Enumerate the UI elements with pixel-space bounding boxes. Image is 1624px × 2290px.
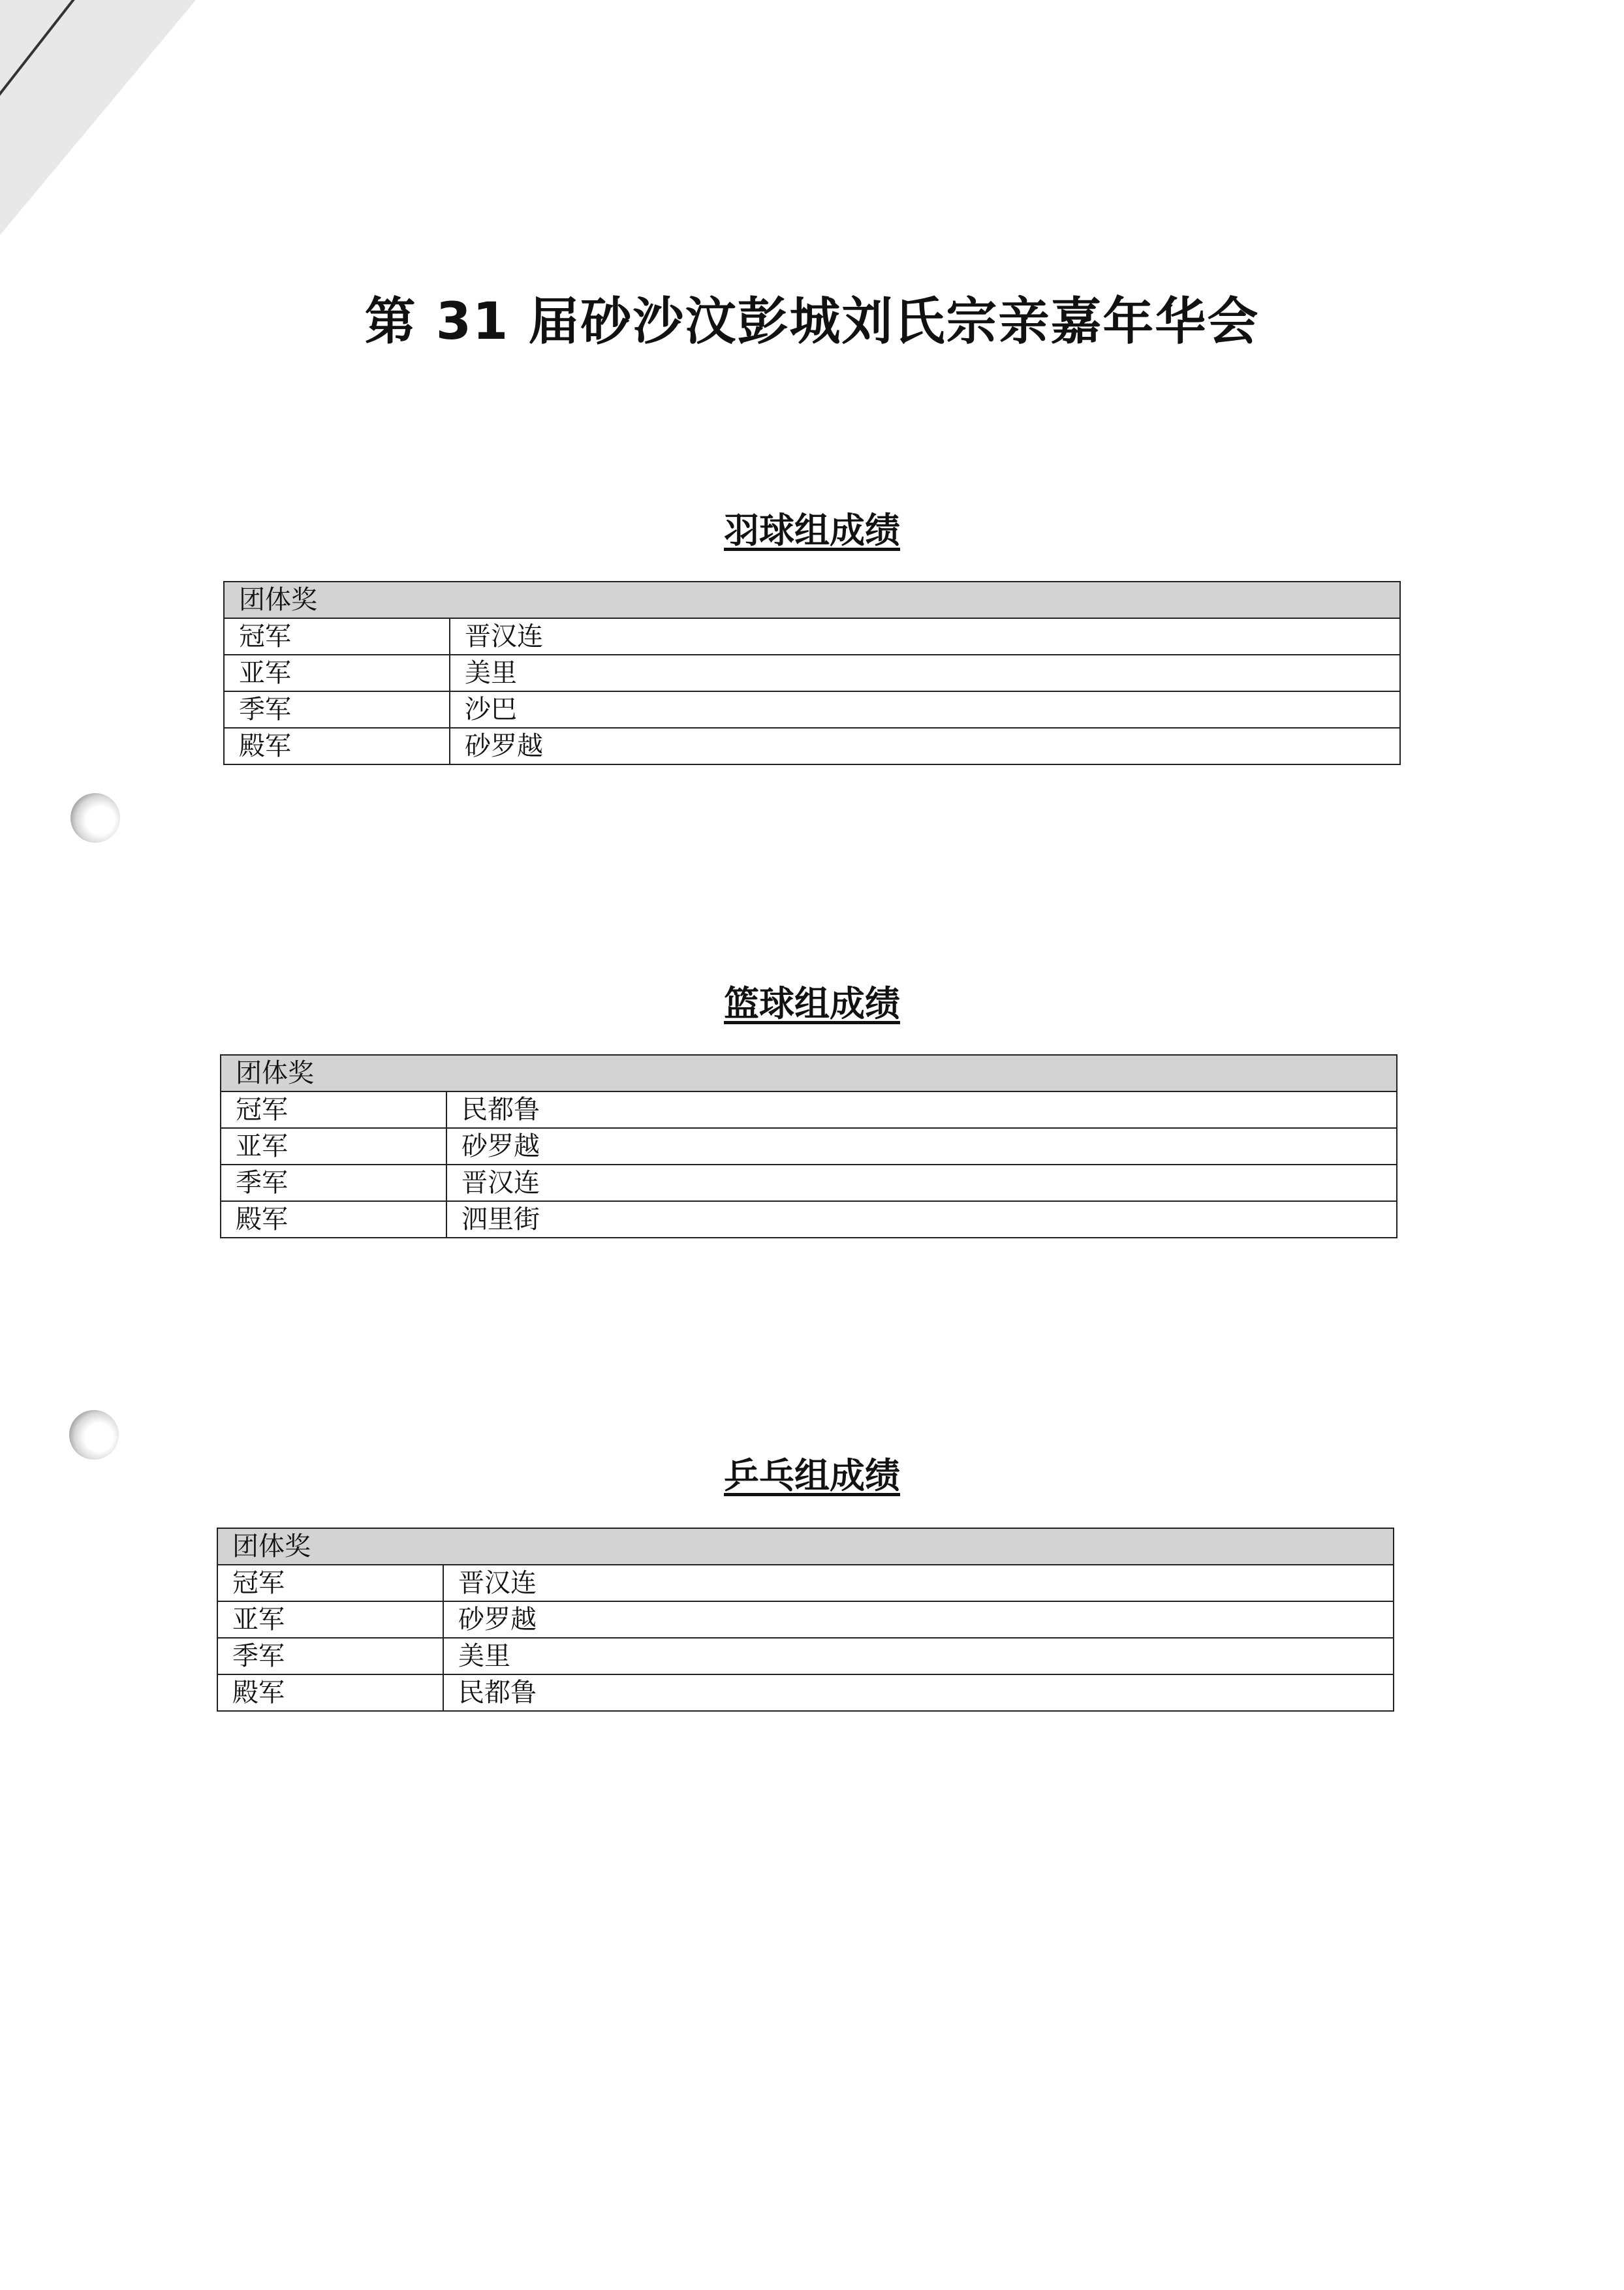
- team-cell: 民都鲁: [443, 1674, 1394, 1711]
- team-cell: 砂罗越: [446, 1128, 1397, 1165]
- group-label: 团体奖: [221, 1055, 1397, 1091]
- page-fold-corner: [0, 0, 196, 235]
- place-cell: 殿军: [217, 1674, 443, 1711]
- group-label: 团体奖: [217, 1528, 1394, 1565]
- section-heading-badminton: 羽球组成绩: [724, 510, 900, 551]
- team-cell: 泗里街: [446, 1201, 1397, 1238]
- team-cell: 民都鲁: [446, 1091, 1397, 1128]
- page-title: 第 31 届砂沙汶彭城刘氏宗亲嘉年华会: [364, 292, 1260, 351]
- table-row: [217, 1565, 1394, 1601]
- team-cell: 晋汉连: [446, 1165, 1397, 1201]
- table-header-row: [217, 1528, 1394, 1565]
- basketball-results-table: [220, 1054, 1398, 1238]
- place-cell: 冠军: [217, 1565, 443, 1601]
- team-cell: 美里: [443, 1638, 1394, 1674]
- place-cell: 季军: [221, 1165, 446, 1201]
- team-cell: 沙巴: [450, 691, 1400, 728]
- table-row: [221, 1091, 1397, 1128]
- punch-hole: [70, 793, 120, 843]
- place-cell: 季军: [217, 1638, 443, 1674]
- place-cell: 亚军: [221, 1128, 446, 1165]
- table-tennis-results-table: [217, 1528, 1394, 1712]
- team-cell: 晋汉连: [443, 1565, 1394, 1601]
- place-cell: 殿军: [224, 728, 450, 764]
- team-cell: 晋汉连: [450, 618, 1400, 655]
- table-row: [221, 1128, 1397, 1165]
- place-cell: 殿军: [221, 1201, 446, 1238]
- table-row: [224, 728, 1400, 764]
- place-cell: 冠军: [221, 1091, 446, 1128]
- table-header-row: [224, 582, 1400, 618]
- team-cell: 砂罗越: [443, 1601, 1394, 1638]
- team-cell: 砂罗越: [450, 728, 1400, 764]
- table-row: [221, 1201, 1397, 1238]
- table-header-row: [221, 1055, 1397, 1091]
- badminton-results-table: [223, 581, 1401, 765]
- section-heading-table-tennis: 乒乓组成绩: [724, 1455, 900, 1496]
- place-cell: 亚军: [224, 655, 450, 691]
- place-cell: 季军: [224, 691, 450, 728]
- team-cell: 美里: [450, 655, 1400, 691]
- table-row: [224, 618, 1400, 655]
- place-cell: 冠军: [224, 618, 450, 655]
- table-row: [217, 1601, 1394, 1638]
- table-row: [221, 1165, 1397, 1201]
- section-heading-basketball: 篮球组成绩: [724, 983, 900, 1024]
- group-label: 团体奖: [224, 582, 1400, 618]
- table-row: [224, 691, 1400, 728]
- table-row: [224, 655, 1400, 691]
- table-row: [217, 1638, 1394, 1674]
- place-cell: 亚军: [217, 1601, 443, 1638]
- table-row: [217, 1674, 1394, 1711]
